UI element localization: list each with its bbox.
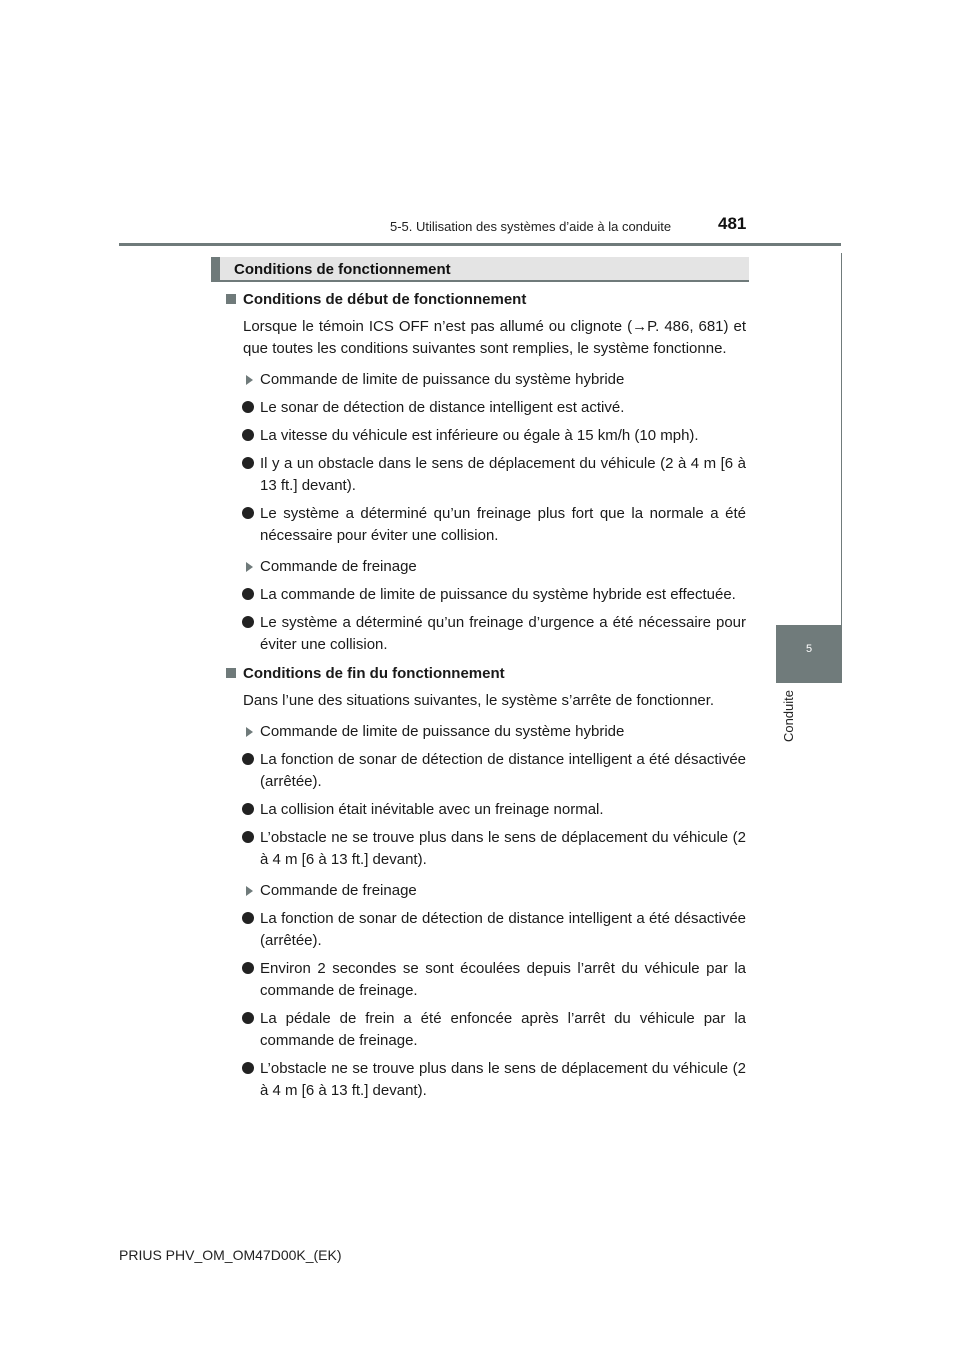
main-content — [226, 289, 746, 1102]
list-item — [226, 397, 746, 419]
group-title-text: Commande de freinage — [260, 882, 417, 899]
circle-bullet-icon — [242, 457, 254, 469]
list-item-text: L’obstacle ne se trouve plus dans le sens de déplacement du véhicule (2 à 4 m [6 à 13 ft.] devant). — [260, 1060, 746, 1099]
circle-bullet-icon — [242, 1012, 254, 1024]
end-conditions-heading — [226, 663, 746, 685]
group-title-text: Commande de limite de puissance du système hybride — [260, 723, 625, 740]
list-item — [226, 827, 746, 871]
list-item — [226, 1008, 746, 1052]
list-item — [226, 584, 746, 606]
group-title-text: Commande de limite de puissance du système hybride — [260, 371, 625, 388]
list-item — [226, 612, 746, 656]
list-item-text: L’obstacle ne se trouve plus dans le sens de déplacement du véhicule (2 à 4 m [6 à 13 ft.] devant). — [260, 829, 746, 868]
list-item-text: Environ 2 secondes se sont écoulées depuis l’arrêt du véhicule par la commande de freinage. — [260, 960, 746, 999]
circle-bullet-icon — [242, 753, 254, 765]
list-item — [226, 1058, 746, 1102]
list-item — [226, 425, 746, 447]
chapter-label: Conduite — [781, 690, 796, 743]
circle-bullet-icon — [242, 912, 254, 924]
circle-bullet-icon — [242, 831, 254, 843]
triangle-bullet-icon — [246, 562, 253, 572]
group-title-text: Commande de freinage — [260, 558, 417, 575]
list-item-text: La commande de limite de puissance du système hybride est effectuée. — [260, 586, 736, 603]
start-heading-text: Conditions de début de fonctionnement — [243, 291, 527, 308]
square-bullet-icon — [226, 294, 236, 304]
circle-bullet-icon — [242, 616, 254, 628]
circle-bullet-icon — [242, 588, 254, 600]
section-title: Conditions de fonctionnement — [234, 261, 451, 278]
circle-bullet-icon — [242, 429, 254, 441]
chapter-tab — [776, 625, 842, 683]
side-divider — [841, 253, 842, 625]
list-item — [226, 749, 746, 793]
list-item-text: Le système a déterminé qu’un freinage d’urgence a été nécessaire pour éviter une collision. — [260, 614, 746, 653]
circle-bullet-icon — [242, 401, 254, 413]
list-item — [226, 958, 746, 1002]
end-intro: Dans l’une des situations suivantes, le système s’arrête de fonctionner. — [243, 692, 715, 709]
list-item — [226, 453, 746, 497]
list-item — [226, 799, 746, 821]
start-group2-title — [226, 556, 746, 578]
list-item-text: Il y a un obstacle dans le sens de déplacement du véhicule (2 à 4 m [6 à 13 ft.] devant). — [260, 455, 746, 494]
triangle-bullet-icon — [246, 727, 253, 737]
list-item-text: Le système a déterminé qu’un freinage plus fort que la normale a été nécessaire pour éviter une collision. — [260, 505, 746, 544]
page-number: 481 — [718, 214, 747, 233]
running-header-section: 5-5. Utilisation des systèmes d’aide à la conduite — [390, 219, 672, 234]
triangle-bullet-icon — [246, 886, 253, 896]
section-heading-bar — [211, 257, 749, 282]
end-group1-title — [226, 721, 746, 743]
list-item-text: La fonction de sonar de détection de distance intelligent a été désactivée (arrêtée). — [260, 751, 746, 790]
start-intro: Lorsque le témoin ICS OFF n’est pas allumé ou clignote (→P. 486, 681) et que toutes les conditions suivantes sont remplies, le système fonctionne. — [243, 318, 746, 357]
chapter-number: 5 — [805, 643, 813, 655]
list-item — [226, 908, 746, 952]
end-heading-text: Conditions de fin du fonctionnement — [243, 665, 505, 682]
document-code: PRIUS PHV_OM_OM47D00K_(EK) — [119, 1247, 342, 1263]
circle-bullet-icon — [242, 507, 254, 519]
end-group2-title — [226, 880, 746, 902]
triangle-bullet-icon — [246, 375, 253, 385]
list-item-text: La fonction de sonar de détection de distance intelligent a été désactivée (arrêtée). — [260, 910, 746, 949]
start-conditions-heading — [226, 289, 746, 311]
square-bullet-icon — [226, 668, 236, 678]
list-item — [226, 503, 746, 547]
circle-bullet-icon — [242, 1062, 254, 1074]
list-item-text: Le sonar de détection de distance intelligent est activé. — [260, 399, 625, 416]
circle-bullet-icon — [242, 962, 254, 974]
list-item-text: La pédale de frein a été enfoncée après l’arrêt du véhicule par la commande de freinage. — [260, 1010, 746, 1049]
list-item-text: La vitesse du véhicule est inférieure ou égale à 15 km/h (10 mph). — [260, 427, 699, 444]
circle-bullet-icon — [242, 803, 254, 815]
list-item-text: La collision était inévitable avec un freinage normal. — [260, 801, 604, 818]
start-group1-title — [226, 369, 746, 391]
header-divider — [119, 243, 841, 246]
